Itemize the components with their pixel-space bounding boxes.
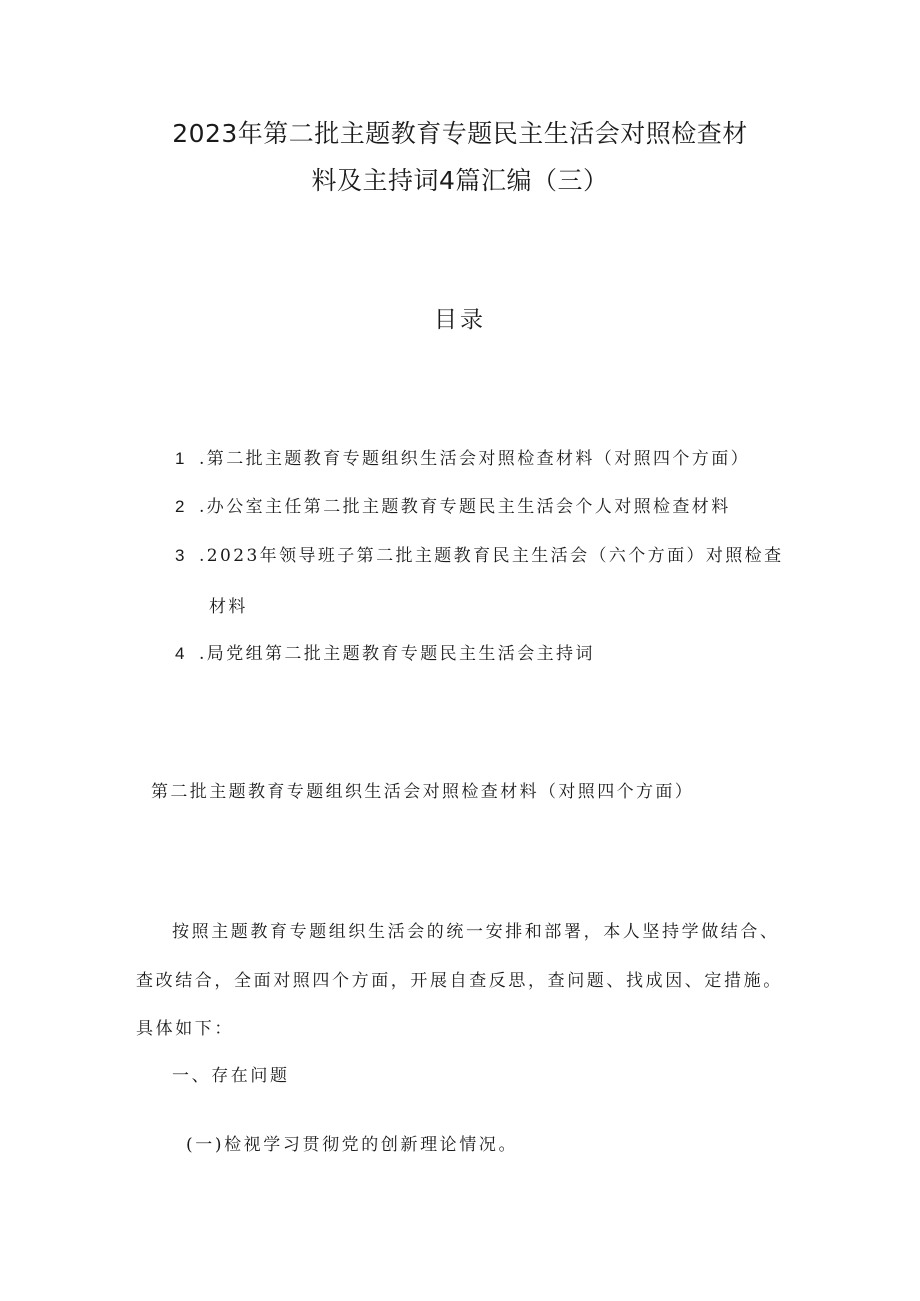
toc-item-text: .第二批主题教育专题组织生活会对照检查材料（对照四个方面） [199,449,751,469]
document-title-line-2: 料及主持词4篇汇编（三） [311,166,609,195]
toc-item-text: .办公室主任第二批主题教育专题民主生活会个人对照检查材料 [199,497,731,517]
paragraph-line-1: 按照主题教育专题组织生活会的统一安排和部署，本人坚持学做结合、 [172,922,780,942]
paragraph-line-2: 查改结合，全面对照四个方面，开展自查反思，查问题、找成因、定措施。 [136,971,783,991]
subheading-study-review: (一)检视学习贯彻党的创新理论情况。 [186,1135,519,1155]
paragraph-line-3: 具体如下： [136,1019,234,1039]
document-title-line-1: 2023年第二批主题教育专题民主生活会对照检查材 [172,119,748,148]
toc-item-number: 4 [175,644,185,663]
toc-heading: 目录 [434,307,486,333]
toc-item-3-continuation: 材料 [209,597,248,617]
toc-item-1 [175,444,750,469]
toc-item-number: 1 [175,449,185,468]
toc-item-text: .局党组第二批主题教育专题民主生活会主持词 [199,644,595,664]
toc-item-2 [175,492,731,517]
toc-item-4 [175,639,595,664]
toc-item-number: 3 [175,546,185,565]
toc-item-text: .2023年领导班子第二批主题教育民主生活会（六个方面）对照检查 [199,546,784,566]
section-title: 第二批主题教育专题组织生活会对照检查材料（对照四个方面） [151,782,695,802]
toc-item-3 [175,541,783,566]
subheading-problems: 一、存在问题 [172,1066,290,1086]
toc-item-number: 2 [175,497,185,516]
